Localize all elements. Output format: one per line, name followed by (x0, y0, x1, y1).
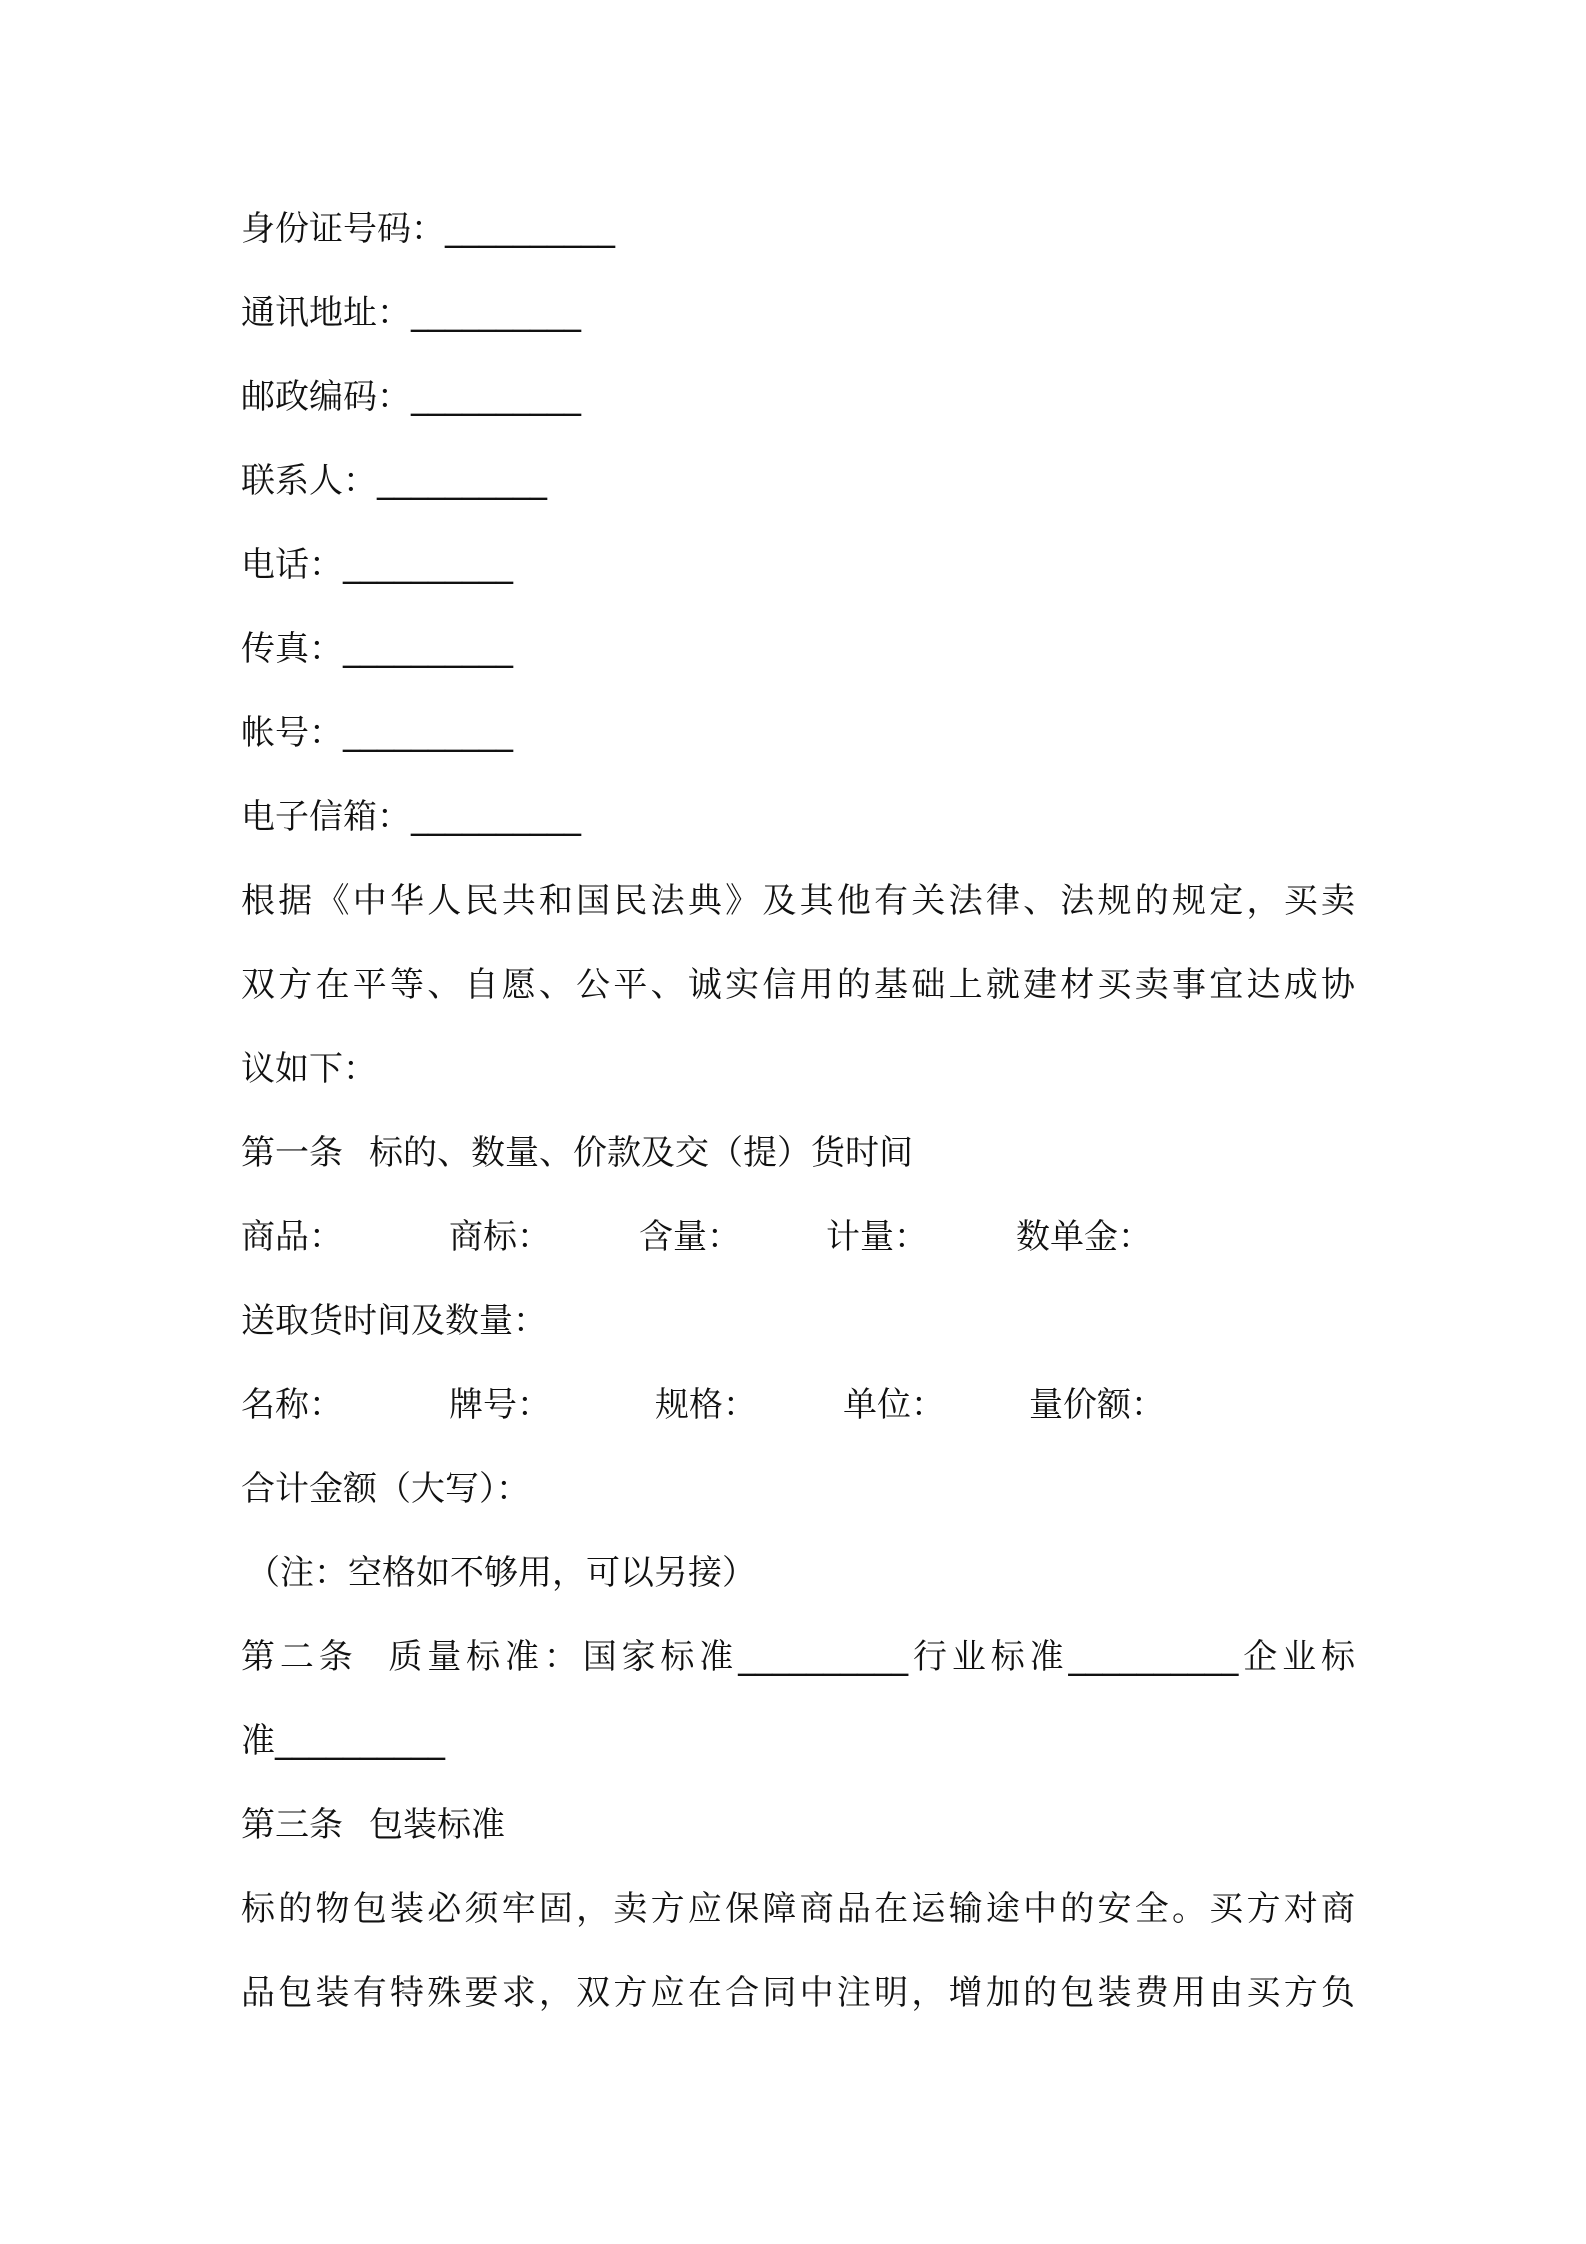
article-number: 第二条 (241, 1637, 358, 1677)
field-blank: __________ (343, 545, 513, 585)
field-label: 传真： (241, 629, 343, 669)
field-label: 联系人： (241, 461, 377, 501)
intro-line-1: 根据《中华人民共和国民法典》及其他有关法律、法规的规定，买卖 (241, 881, 1355, 921)
column-header: 量价额： (1029, 1385, 1165, 1425)
column-header: 规格： (655, 1385, 757, 1425)
article-3-line-2: 品包装有特殊要求，双方应在合同中注明，增加的包装费用由买方负 (241, 1973, 1355, 2013)
field-blank: __________ (343, 713, 513, 753)
field-label: 通讯地址： (241, 293, 411, 333)
field-blank: __________ (343, 629, 513, 669)
field-account (241, 708, 513, 758)
note-text: （注：空格如不够用，可以另接） (246, 1553, 756, 1593)
field-id-number (241, 204, 615, 254)
column-header: 名称： (241, 1385, 343, 1425)
field-label: 电子信箱： (241, 797, 411, 837)
column-header: 牌号： (449, 1385, 551, 1425)
total-amount-label: 合计金额（大写）： (241, 1469, 530, 1509)
goods-table-header (241, 1212, 1355, 1262)
article-1-heading (241, 1128, 913, 1178)
article-2-text: 质量标准：国家标准__________行业标准__________企业标 (383, 1637, 1356, 1677)
field-label: 邮政编码： (241, 377, 411, 417)
field-contact-person (241, 456, 547, 506)
column-header: 计量： (826, 1217, 928, 1257)
article-number: 第三条 (241, 1805, 343, 1845)
article-2-line-2: 准__________ (241, 1721, 445, 1761)
intro-line-2: 双方在平等、自愿、公平、诚实信用的基础上就建材买卖事宜达成协 (241, 965, 1355, 1005)
intro-line-3: 议如下： (241, 1049, 377, 1089)
article-2-line-1 (241, 1632, 1355, 1682)
column-header: 含量： (639, 1217, 741, 1257)
field-blank: __________ (377, 461, 547, 501)
field-blank: __________ (411, 377, 581, 417)
field-address (241, 288, 581, 338)
field-blank: __________ (445, 209, 615, 249)
field-fax (241, 624, 513, 674)
column-header: 商标： (449, 1217, 551, 1257)
column-header: 商品： (241, 1217, 343, 1257)
article-title: 包装标准 (369, 1805, 505, 1845)
column-header: 单位： (843, 1385, 945, 1425)
column-header: 数单金： (1016, 1217, 1152, 1257)
field-email (241, 792, 581, 842)
field-label: 电话： (241, 545, 343, 585)
field-postal-code (241, 372, 581, 422)
delivery-table-header (241, 1380, 1355, 1430)
article-title: 标的、数量、价款及交（提）货时间 (369, 1133, 913, 1173)
field-blank: __________ (411, 293, 581, 333)
field-label: 帐号： (241, 713, 343, 753)
field-phone (241, 540, 513, 590)
article-3-line-1: 标的物包装必须牢固，卖方应保障商品在运输途中的安全。买方对商 (241, 1889, 1355, 1929)
article-3-heading (241, 1800, 505, 1850)
field-label: 身份证号码： (241, 209, 445, 249)
delivery-label: 送取货时间及数量： (241, 1301, 547, 1341)
field-blank: __________ (411, 797, 581, 837)
article-number: 第一条 (241, 1133, 343, 1173)
